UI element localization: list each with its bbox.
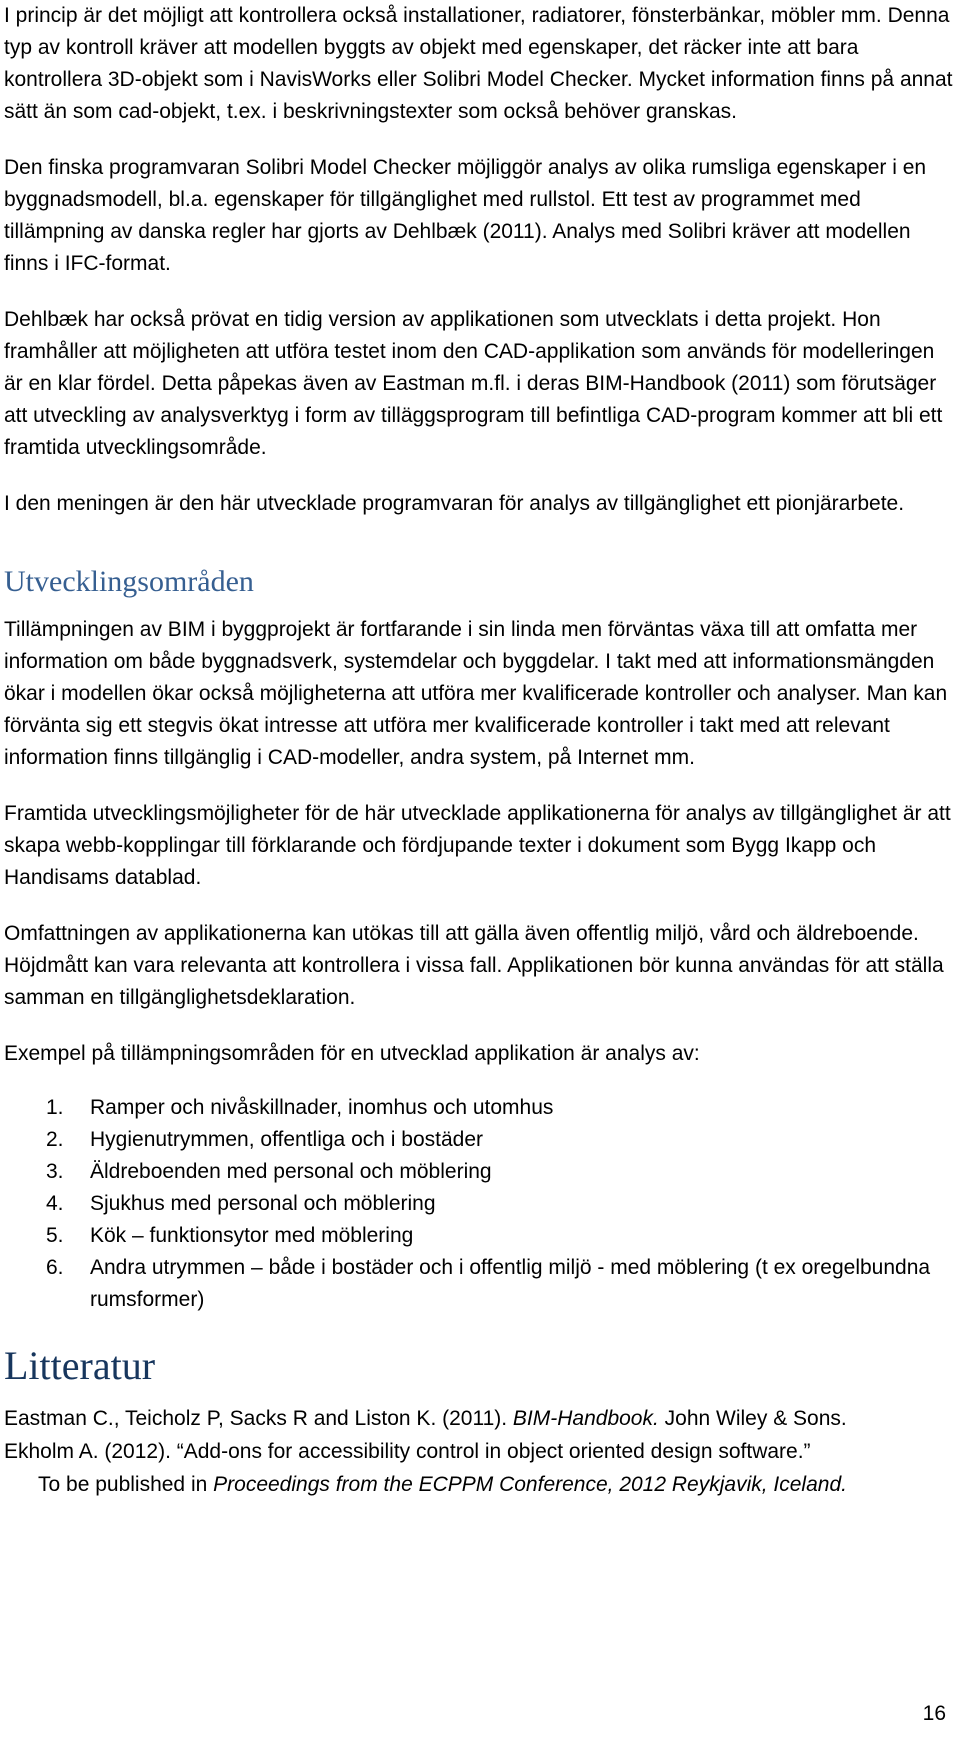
reference-eastman [4,1402,956,1435]
paragraph-future-development: Framtida utvecklingsmöjligheter för de här utvecklade applikationerna för analys av tillgänglighet är att skapa webb-kopplingar till förklarande och fördjupande texter i dokument som Bygg Ikapp och Handisams datablad. [4,802,951,889]
list-item [4,1220,956,1252]
reference-publication [4,1468,956,1501]
reference-publisher: John Wiley & Sons. [658,1407,847,1430]
list-item [4,1252,956,1316]
paragraph-scope: Omfattningen av applikationerna kan utökas till att gälla även offentlig miljö, vård och äldreboende. Höjdmått kan vara relevanta att kontrollera i vissa fall. Applikationen bör kunna användas för att ställa samman en tillgänglighetsdeklaration. [4,922,944,1009]
list-item-number: 6. [46,1256,64,1279]
paragraph-dehlbaek: Dehlbæk har också prövat en tidig version av applikationen som utvecklats i detta projekt. Hon framhåller att möjligheten att utföra testet inom den CAD-applikation som används för modelleringen är en klar fördel. Detta påpekas även av Eastman m.fl. i deras BIM-Handbook (2011) som förutsäger att utveckling av analysverktyg i form av tilläggsprogram till befintliga CAD-program kommer att bli ett framtida utvecklingsområde. [4,308,943,459]
paragraph-examples-intro: Exempel på tillämpningsområden för en utvecklad applikation är analys av: [4,1042,700,1065]
reference-authors: Eastman C., Teicholz P, Sacks R and Liston K. (2011). [4,1407,513,1430]
examples-list [4,1092,956,1316]
list-item-number: 4. [46,1192,64,1215]
heading-litteratur: Litteratur [4,1343,156,1388]
list-item-number: 5. [46,1224,64,1247]
list-item-text: Andra utrymmen – både i bostäder och i offentlig miljö - med möblering (t ex oregelbundna rumsformer) [90,1256,931,1311]
page-number: 16 [922,1702,946,1725]
list-item-number: 3. [46,1160,64,1183]
document-page [4,0,956,1501]
list-item-text: Ramper och nivåskillnader, inomhus och utomhus [90,1096,554,1119]
paragraph-installations: I princip är det möjligt att kontrollera också installationer, radiatorer, fönsterbänkar, möbler mm. Denna typ av kontroll kräver att modellen byggts av objekt med egenskaper, det räcker inte att bara kontrollera 3D-objekt som i NavisWorks eller Solibri Model Checker. Mycket information finns på annat sätt än som cad-objekt, t.ex. i beskrivningstexter som också behöver granskas. [4,4,953,123]
list-item-text: Äldreboenden med personal och möblering [90,1160,492,1183]
heading-utvecklingsomraden: Utvecklingsområden [4,565,254,598]
list-item [4,1092,956,1124]
paragraph-bim-application: Tillämpningen av BIM i byggprojekt är fortfarande i sin linda men förväntas växa till att omfatta mer information om både byggnadsverk, systemdelar och byggdelar. I takt med att informationsmängden ökar i modellen ökar också möjligheterna att utföra mer kvalificerade kontroller och analyser. Man kan förvänta sig ett stegvis ökat intresse att utföra mer kvalificerade kontroller i takt med att relevant information finns tillgänglig i CAD-modeller, andra system, på Internet mm. [4,618,948,769]
reference-title: BIM-Handbook. [512,1407,659,1430]
list-item-number: 1. [46,1096,64,1119]
paragraph-pioneer: I den meningen är den här utvecklade programvaran för analys av tillgänglighet ett pionjärarbete. [4,492,905,515]
reference-ekholm [4,1435,956,1501]
reference-line: Ekholm A. (2012). “Add-ons for accessibility control in object oriented design software.” [4,1440,811,1463]
list-item [4,1188,956,1220]
reference-proceedings: Proceedings from the ECPPM Conference, 2012 Reykjavik, Iceland. [213,1473,847,1496]
list-item [4,1124,956,1156]
list-item-number: 2. [46,1128,64,1151]
reference-publication-prefix: To be published in [38,1473,214,1496]
list-item-text: Hygienutrymmen, offentliga och i bostäder [90,1128,483,1151]
list-item [4,1156,956,1188]
list-item-text: Sjukhus med personal och möblering [90,1192,436,1215]
list-item-text: Kök – funktionsytor med möblering [90,1224,414,1247]
paragraph-solibri: Den finska programvaran Solibri Model Checker möjliggör analys av olika rumsliga egenskaper i en byggnadsmodell, bl.a. egenskaper för tillgänglighet med rullstol. Ett test av programmet med tillämpning av danska regler har gjorts av Dehlbæk (2011). Analys med Solibri kräver att modellen finns i IFC-format. [4,156,927,275]
